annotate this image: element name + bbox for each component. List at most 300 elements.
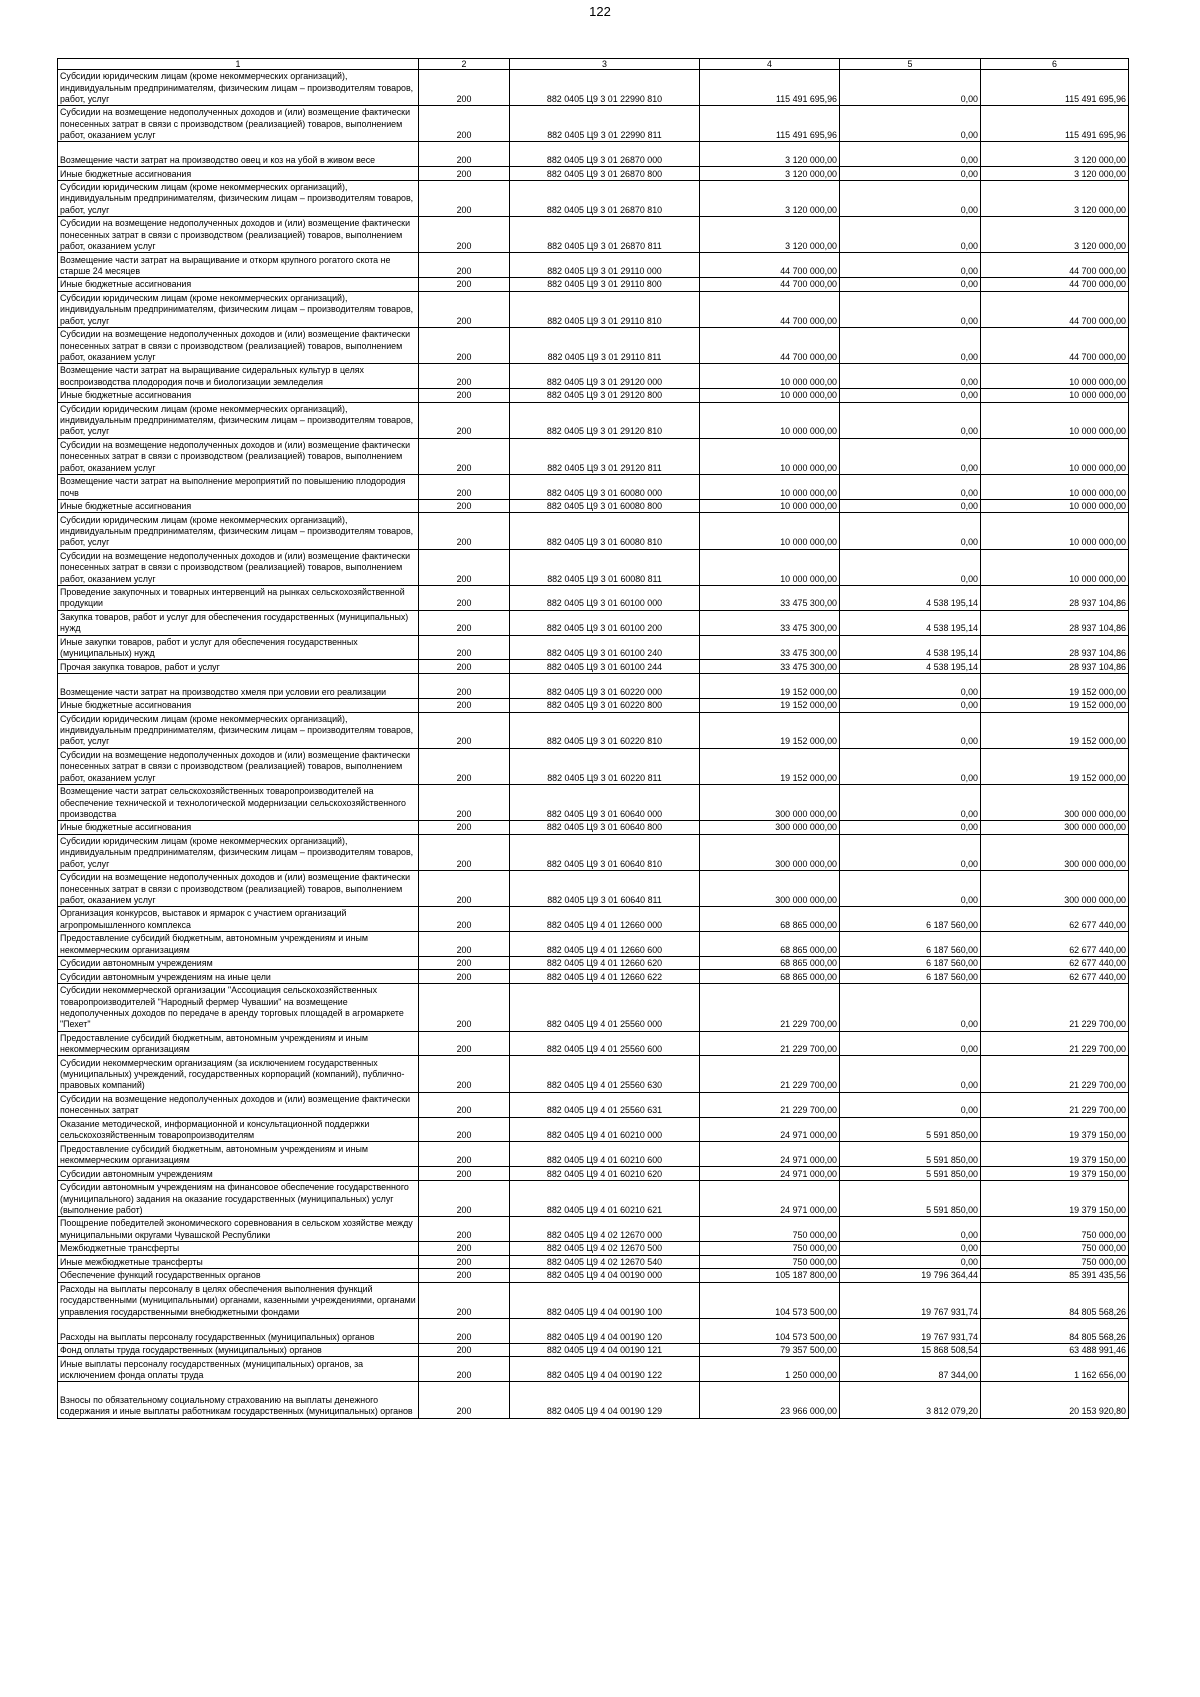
row-code-cell: 200 xyxy=(419,870,510,906)
row-code-cell: 200 xyxy=(419,1117,510,1142)
row-name-cell: Предоставление субсидий бюджетным, автономным учреждениям и иным некоммерческим организациям xyxy=(58,1031,419,1056)
row-code-cell: 200 xyxy=(419,142,510,167)
row-code-cell: 200 xyxy=(419,821,510,835)
row-remaining-amount-cell: 750 000,00 xyxy=(981,1255,1129,1269)
row-kbk-cell: 882 0405 Ц9 4 02 12670 540 xyxy=(510,1255,700,1269)
row-executed-amount-cell: 0,00 xyxy=(840,1031,981,1056)
row-code-cell: 200 xyxy=(419,1092,510,1117)
row-executed-amount-cell: 0,00 xyxy=(840,1255,981,1269)
table-row xyxy=(58,585,1129,610)
row-remaining-amount-cell: 300 000 000,00 xyxy=(981,870,1129,906)
row-code-cell: 200 xyxy=(419,1318,510,1343)
table-row xyxy=(58,931,1129,956)
row-code-cell: 200 xyxy=(419,327,510,363)
row-name-cell: Предоставление субсидий бюджетным, автономным учреждениям и иным некоммерческим организациям xyxy=(58,1142,419,1167)
row-remaining-amount-cell: 21 229 700,00 xyxy=(981,1092,1129,1117)
row-executed-amount-cell: 0,00 xyxy=(840,167,981,181)
row-code-cell: 200 xyxy=(419,1056,510,1092)
row-approved-amount-cell: 19 152 000,00 xyxy=(700,674,840,699)
row-approved-amount-cell: 24 971 000,00 xyxy=(700,1167,840,1181)
row-name-cell: Иные бюджетные ассигнования xyxy=(58,388,419,402)
row-executed-amount-cell: 5 591 850,00 xyxy=(840,1117,981,1142)
table-row xyxy=(58,364,1129,389)
row-name-cell: Прочая закупка товаров, работ и услуг xyxy=(58,660,419,674)
row-remaining-amount-cell: 62 677 440,00 xyxy=(981,970,1129,984)
row-approved-amount-cell: 19 152 000,00 xyxy=(700,698,840,712)
row-name-cell: Поощрение победителей экономического соревнования в сельском хозяйстве между муниципальными округами Чувашской Республики xyxy=(58,1217,419,1242)
row-code-cell: 200 xyxy=(419,70,510,106)
row-kbk-cell: 882 0405 Ц9 4 01 12660 600 xyxy=(510,931,700,956)
row-approved-amount-cell: 79 357 500,00 xyxy=(700,1343,840,1357)
row-remaining-amount-cell: 19 152 000,00 xyxy=(981,698,1129,712)
row-kbk-cell: 882 0405 Ц9 3 01 60220 810 xyxy=(510,712,700,748)
row-remaining-amount-cell: 28 937 104,86 xyxy=(981,610,1129,635)
row-remaining-amount-cell: 62 677 440,00 xyxy=(981,931,1129,956)
row-name-cell: Обеспечение функций государственных органов xyxy=(58,1269,419,1283)
row-approved-amount-cell: 23 966 000,00 xyxy=(700,1382,840,1418)
table-row xyxy=(58,1282,1129,1318)
row-kbk-cell: 882 0405 Ц9 3 01 60100 000 xyxy=(510,585,700,610)
row-kbk-cell: 882 0405 Ц9 3 01 60640 800 xyxy=(510,821,700,835)
row-kbk-cell: 882 0405 Ц9 3 01 29120 000 xyxy=(510,364,700,389)
table-row xyxy=(58,1142,1129,1167)
row-remaining-amount-cell: 63 488 991,46 xyxy=(981,1343,1129,1357)
row-remaining-amount-cell: 84 805 568,26 xyxy=(981,1318,1129,1343)
row-approved-amount-cell: 21 229 700,00 xyxy=(700,1056,840,1092)
table-row xyxy=(58,474,1129,499)
row-kbk-cell: 882 0405 Ц9 3 01 60100 244 xyxy=(510,660,700,674)
table-row xyxy=(58,70,1129,106)
row-kbk-cell: 882 0405 Ц9 4 01 12660 620 xyxy=(510,956,700,970)
table-row xyxy=(58,1382,1129,1418)
row-kbk-cell: 882 0405 Ц9 3 01 60080 000 xyxy=(510,474,700,499)
row-name-cell: Оказание методической, информационной и консультационной поддержки сельскохозяйственным товаропроизводителям xyxy=(58,1117,419,1142)
row-approved-amount-cell: 10 000 000,00 xyxy=(700,438,840,474)
row-executed-amount-cell: 4 538 195,14 xyxy=(840,660,981,674)
row-name-cell: Иные бюджетные ассигнования xyxy=(58,821,419,835)
row-kbk-cell: 882 0405 Ц9 4 04 00190 129 xyxy=(510,1382,700,1418)
column-number-header-row xyxy=(58,59,1129,70)
row-kbk-cell: 882 0405 Ц9 3 01 60100 240 xyxy=(510,635,700,660)
row-kbk-cell: 882 0405 Ц9 4 04 00190 122 xyxy=(510,1357,700,1382)
row-approved-amount-cell: 10 000 000,00 xyxy=(700,549,840,585)
row-approved-amount-cell: 3 120 000,00 xyxy=(700,142,840,167)
row-code-cell: 200 xyxy=(419,984,510,1032)
column-number-3: 3 xyxy=(510,59,700,70)
row-code-cell: 200 xyxy=(419,970,510,984)
row-executed-amount-cell: 4 538 195,14 xyxy=(840,635,981,660)
row-kbk-cell: 882 0405 Ц9 4 01 25560 000 xyxy=(510,984,700,1032)
row-kbk-cell: 882 0405 Ц9 3 01 26870 811 xyxy=(510,217,700,253)
table-row xyxy=(58,142,1129,167)
column-number-2: 2 xyxy=(419,59,510,70)
table-row xyxy=(58,907,1129,932)
row-executed-amount-cell: 0,00 xyxy=(840,870,981,906)
row-name-cell: Субсидии автономным учреждениям на финансовое обеспечение государственного (муниципального) задания на оказание государственных (муниципальных) услуг (выполнение работ) xyxy=(58,1180,419,1216)
row-approved-amount-cell: 3 120 000,00 xyxy=(700,180,840,216)
row-executed-amount-cell: 6 187 560,00 xyxy=(840,970,981,984)
row-remaining-amount-cell: 21 229 700,00 xyxy=(981,984,1129,1032)
row-name-cell: Субсидии на возмещение недополученных доходов и (или) возмещение фактически понесенных затрат в связи с производством (реализацией) товаров, выполнением работ, оказанием услуг xyxy=(58,748,419,784)
table-row xyxy=(58,291,1129,327)
row-approved-amount-cell: 105 187 800,00 xyxy=(700,1269,840,1283)
table-row xyxy=(58,217,1129,253)
row-code-cell: 200 xyxy=(419,1343,510,1357)
row-name-cell: Проведение закупочных и товарных интервенций на рынках сельскохозяйственной продукции xyxy=(58,585,419,610)
row-approved-amount-cell: 68 865 000,00 xyxy=(700,931,840,956)
row-code-cell: 200 xyxy=(419,660,510,674)
row-executed-amount-cell: 5 591 850,00 xyxy=(840,1167,981,1181)
row-name-cell: Иные закупки товаров, работ и услуг для обеспечения государственных (муниципальных) нужд xyxy=(58,635,419,660)
row-kbk-cell: 882 0405 Ц9 4 01 12660 000 xyxy=(510,907,700,932)
row-remaining-amount-cell: 19 152 000,00 xyxy=(981,748,1129,784)
row-name-cell: Возмещение части затрат на выполнение мероприятий по повышению плодородия почв xyxy=(58,474,419,499)
row-code-cell: 200 xyxy=(419,217,510,253)
row-kbk-cell: 882 0405 Ц9 3 01 60640 000 xyxy=(510,784,700,820)
row-name-cell: Организация конкурсов, выставок и ярмарок с участием организаций агропромышленного комплекса xyxy=(58,907,419,932)
table-row xyxy=(58,956,1129,970)
row-remaining-amount-cell: 115 491 695,96 xyxy=(981,106,1129,142)
row-executed-amount-cell: 87 344,00 xyxy=(840,1357,981,1382)
row-name-cell: Иные бюджетные ассигнования xyxy=(58,278,419,292)
table-row xyxy=(58,712,1129,748)
row-approved-amount-cell: 1 250 000,00 xyxy=(700,1357,840,1382)
row-remaining-amount-cell: 3 120 000,00 xyxy=(981,217,1129,253)
row-code-cell: 200 xyxy=(419,1269,510,1283)
row-approved-amount-cell: 33 475 300,00 xyxy=(700,635,840,660)
row-name-cell: Возмещение части затрат на выращивание сидеральных культур в целях воспроизводства плодородия почв и биологизации земледелия xyxy=(58,364,419,389)
table-row xyxy=(58,1357,1129,1382)
row-name-cell: Иные межбюджетные трансферты xyxy=(58,1255,419,1269)
row-name-cell: Субсидии автономным учреждениям xyxy=(58,1167,419,1181)
row-remaining-amount-cell: 19 379 150,00 xyxy=(981,1167,1129,1181)
table-row xyxy=(58,1031,1129,1056)
row-executed-amount-cell: 19 796 364,44 xyxy=(840,1269,981,1283)
row-code-cell: 200 xyxy=(419,931,510,956)
row-executed-amount-cell: 0,00 xyxy=(840,402,981,438)
row-kbk-cell: 882 0405 Ц9 4 04 00190 000 xyxy=(510,1269,700,1283)
row-approved-amount-cell: 68 865 000,00 xyxy=(700,956,840,970)
row-executed-amount-cell: 0,00 xyxy=(840,438,981,474)
row-code-cell: 200 xyxy=(419,674,510,699)
table-row xyxy=(58,1056,1129,1092)
row-name-cell: Субсидии юридическим лицам (кроме некоммерческих организаций), индивидуальным предпринимателям, физическим лицам – производителям товаров, работ, услуг xyxy=(58,70,419,106)
table-row xyxy=(58,1343,1129,1357)
row-name-cell: Субсидии юридическим лицам (кроме некоммерческих организаций), индивидуальным предпринимателям, физическим лицам – производителям товаров, работ, услуг xyxy=(58,291,419,327)
row-kbk-cell: 882 0405 Ц9 4 02 12670 500 xyxy=(510,1241,700,1255)
table-row xyxy=(58,106,1129,142)
row-name-cell: Расходы на выплаты персоналу государственных (муниципальных) органов xyxy=(58,1318,419,1343)
row-approved-amount-cell: 300 000 000,00 xyxy=(700,784,840,820)
row-remaining-amount-cell: 1 162 656,00 xyxy=(981,1357,1129,1382)
row-kbk-cell: 882 0405 Ц9 3 01 26870 800 xyxy=(510,167,700,181)
row-remaining-amount-cell: 10 000 000,00 xyxy=(981,438,1129,474)
row-executed-amount-cell: 0,00 xyxy=(840,474,981,499)
row-kbk-cell: 882 0405 Ц9 3 01 29110 810 xyxy=(510,291,700,327)
table-row xyxy=(58,1241,1129,1255)
row-approved-amount-cell: 10 000 000,00 xyxy=(700,499,840,513)
row-code-cell: 200 xyxy=(419,513,510,549)
row-remaining-amount-cell: 3 120 000,00 xyxy=(981,142,1129,167)
row-name-cell: Субсидии автономным учреждениям xyxy=(58,956,419,970)
row-approved-amount-cell: 300 000 000,00 xyxy=(700,870,840,906)
row-approved-amount-cell: 10 000 000,00 xyxy=(700,402,840,438)
row-kbk-cell: 882 0405 Ц9 3 01 29110 800 xyxy=(510,278,700,292)
row-approved-amount-cell: 750 000,00 xyxy=(700,1255,840,1269)
row-kbk-cell: 882 0405 Ц9 4 01 12660 622 xyxy=(510,970,700,984)
row-name-cell: Иные бюджетные ассигнования xyxy=(58,698,419,712)
row-name-cell: Иные выплаты персоналу государственных (муниципальных) органов, за исключением фонда оплаты труда xyxy=(58,1357,419,1382)
table-row xyxy=(58,327,1129,363)
row-approved-amount-cell: 10 000 000,00 xyxy=(700,364,840,389)
row-name-cell: Возмещение части затрат на производство хмеля при условии его реализации xyxy=(58,674,419,699)
row-approved-amount-cell: 24 971 000,00 xyxy=(700,1180,840,1216)
row-code-cell: 200 xyxy=(419,1217,510,1242)
row-executed-amount-cell: 0,00 xyxy=(840,513,981,549)
row-executed-amount-cell: 0,00 xyxy=(840,142,981,167)
row-name-cell: Взносы по обязательному социальному страхованию на выплаты денежного содержания и иные выплаты работникам государственных (муниципальных) органов xyxy=(58,1382,419,1418)
row-kbk-cell: 882 0405 Ц9 4 01 60210 620 xyxy=(510,1167,700,1181)
row-kbk-cell: 882 0405 Ц9 3 01 60080 810 xyxy=(510,513,700,549)
row-kbk-cell: 882 0405 Ц9 3 01 60640 810 xyxy=(510,834,700,870)
row-executed-amount-cell: 0,00 xyxy=(840,106,981,142)
table-row xyxy=(58,635,1129,660)
row-code-cell: 200 xyxy=(419,635,510,660)
row-name-cell: Межбюджетные трансферты xyxy=(58,1241,419,1255)
row-name-cell: Предоставление субсидий бюджетным, автономным учреждениям и иным некоммерческим организациям xyxy=(58,931,419,956)
table-row xyxy=(58,388,1129,402)
table-row xyxy=(58,1269,1129,1283)
row-name-cell: Субсидии на возмещение недополученных доходов и (или) возмещение фактически понесенных затрат в связи с производством (реализацией) товаров, выполнением работ, оказанием услуг xyxy=(58,438,419,474)
row-remaining-amount-cell: 44 700 000,00 xyxy=(981,253,1129,278)
row-code-cell: 200 xyxy=(419,402,510,438)
row-executed-amount-cell: 0,00 xyxy=(840,217,981,253)
row-approved-amount-cell: 104 573 500,00 xyxy=(700,1318,840,1343)
row-kbk-cell: 882 0405 Ц9 4 01 60210 600 xyxy=(510,1142,700,1167)
row-name-cell: Закупка товаров, работ и услуг для обеспечения государственных (муниципальных) нужд xyxy=(58,610,419,635)
row-remaining-amount-cell: 19 152 000,00 xyxy=(981,712,1129,748)
row-approved-amount-cell: 21 229 700,00 xyxy=(700,1092,840,1117)
row-kbk-cell: 882 0405 Ц9 3 01 60220 800 xyxy=(510,698,700,712)
row-approved-amount-cell: 104 573 500,00 xyxy=(700,1282,840,1318)
row-remaining-amount-cell: 10 000 000,00 xyxy=(981,388,1129,402)
row-approved-amount-cell: 750 000,00 xyxy=(700,1241,840,1255)
row-name-cell: Субсидии некоммерческой организации "Ассоциация сельскохозяйственных товаропроизводителей "Народный фермер Чувашии" на возмещение недополученных доходов по передаче в аренду торговых площадей в агромаркете "Пехет" xyxy=(58,984,419,1032)
row-code-cell: 200 xyxy=(419,438,510,474)
row-code-cell: 200 xyxy=(419,1167,510,1181)
row-remaining-amount-cell: 85 391 435,56 xyxy=(981,1269,1129,1283)
row-name-cell: Субсидии на возмещение недополученных доходов и (или) возмещение фактически понесенных затрат в связи с производством (реализацией) товаров, выполнением работ, оказанием услуг xyxy=(58,327,419,363)
row-executed-amount-cell: 0,00 xyxy=(840,278,981,292)
table-row xyxy=(58,167,1129,181)
row-executed-amount-cell: 0,00 xyxy=(840,1092,981,1117)
row-executed-amount-cell: 4 538 195,14 xyxy=(840,585,981,610)
row-code-cell: 200 xyxy=(419,956,510,970)
row-code-cell: 200 xyxy=(419,1180,510,1216)
row-approved-amount-cell: 24 971 000,00 xyxy=(700,1142,840,1167)
row-remaining-amount-cell: 300 000 000,00 xyxy=(981,821,1129,835)
row-approved-amount-cell: 44 700 000,00 xyxy=(700,291,840,327)
row-kbk-cell: 882 0405 Ц9 4 01 25560 631 xyxy=(510,1092,700,1117)
row-kbk-cell: 882 0405 Ц9 3 01 22990 810 xyxy=(510,70,700,106)
row-remaining-amount-cell: 44 700 000,00 xyxy=(981,291,1129,327)
row-name-cell: Возмещение части затрат сельскохозяйственных товаропроизводителей на обеспечение технической и технологической модернизации сельскохозяйственного производства xyxy=(58,784,419,820)
row-remaining-amount-cell: 10 000 000,00 xyxy=(981,402,1129,438)
table-row xyxy=(58,698,1129,712)
row-name-cell: Субсидии на возмещение недополученных доходов и (или) возмещение фактически понесенных затрат в связи с производством (реализацией) товаров, выполнением работ, оказанием услуг xyxy=(58,870,419,906)
row-approved-amount-cell: 750 000,00 xyxy=(700,1217,840,1242)
row-remaining-amount-cell: 44 700 000,00 xyxy=(981,327,1129,363)
row-approved-amount-cell: 33 475 300,00 xyxy=(700,660,840,674)
table-row xyxy=(58,1318,1129,1343)
row-executed-amount-cell: 0,00 xyxy=(840,748,981,784)
row-remaining-amount-cell: 3 120 000,00 xyxy=(981,180,1129,216)
row-kbk-cell: 882 0405 Ц9 3 01 29120 811 xyxy=(510,438,700,474)
table-row xyxy=(58,499,1129,513)
row-code-cell: 200 xyxy=(419,585,510,610)
row-code-cell: 200 xyxy=(419,834,510,870)
row-code-cell: 200 xyxy=(419,784,510,820)
row-executed-amount-cell: 0,00 xyxy=(840,327,981,363)
row-executed-amount-cell: 6 187 560,00 xyxy=(840,931,981,956)
row-executed-amount-cell: 15 868 508,54 xyxy=(840,1343,981,1357)
row-name-cell: Субсидии юридическим лицам (кроме некоммерческих организаций), индивидуальным предпринимателям, физическим лицам – производителям товаров, работ, услуг xyxy=(58,834,419,870)
row-kbk-cell: 882 0405 Ц9 4 04 00190 120 xyxy=(510,1318,700,1343)
row-remaining-amount-cell: 19 379 150,00 xyxy=(981,1180,1129,1216)
row-remaining-amount-cell: 21 229 700,00 xyxy=(981,1056,1129,1092)
row-approved-amount-cell: 10 000 000,00 xyxy=(700,388,840,402)
row-remaining-amount-cell: 10 000 000,00 xyxy=(981,364,1129,389)
row-kbk-cell: 882 0405 Ц9 3 01 60640 811 xyxy=(510,870,700,906)
row-remaining-amount-cell: 62 677 440,00 xyxy=(981,907,1129,932)
row-code-cell: 200 xyxy=(419,388,510,402)
row-executed-amount-cell: 19 767 931,74 xyxy=(840,1282,981,1318)
row-executed-amount-cell: 0,00 xyxy=(840,1241,981,1255)
row-code-cell: 200 xyxy=(419,253,510,278)
row-executed-amount-cell: 0,00 xyxy=(840,364,981,389)
row-code-cell: 200 xyxy=(419,1357,510,1382)
row-remaining-amount-cell: 750 000,00 xyxy=(981,1241,1129,1255)
row-kbk-cell: 882 0405 Ц9 3 01 29110 811 xyxy=(510,327,700,363)
row-kbk-cell: 882 0405 Ц9 3 01 29120 800 xyxy=(510,388,700,402)
row-executed-amount-cell: 0,00 xyxy=(840,253,981,278)
row-executed-amount-cell: 0,00 xyxy=(840,984,981,1032)
row-code-cell: 200 xyxy=(419,698,510,712)
row-kbk-cell: 882 0405 Ц9 3 01 26870 810 xyxy=(510,180,700,216)
row-executed-amount-cell: 6 187 560,00 xyxy=(840,956,981,970)
table-row xyxy=(58,1217,1129,1242)
row-executed-amount-cell: 0,00 xyxy=(840,834,981,870)
table-row xyxy=(58,748,1129,784)
row-remaining-amount-cell: 20 153 920,80 xyxy=(981,1382,1129,1418)
table-row xyxy=(58,834,1129,870)
row-name-cell: Субсидии на возмещение недополученных доходов и (или) возмещение фактически понесенных затрат в связи с производством (реализацией) товаров, выполнением работ, оказанием услуг xyxy=(58,549,419,585)
row-code-cell: 200 xyxy=(419,474,510,499)
row-kbk-cell: 882 0405 Ц9 3 01 60220 000 xyxy=(510,674,700,699)
row-executed-amount-cell: 0,00 xyxy=(840,698,981,712)
row-name-cell: Субсидии на возмещение недополученных доходов и (или) возмещение фактически понесенных затрат xyxy=(58,1092,419,1117)
row-remaining-amount-cell: 44 700 000,00 xyxy=(981,278,1129,292)
row-kbk-cell: 882 0405 Ц9 4 01 60210 000 xyxy=(510,1117,700,1142)
row-executed-amount-cell: 0,00 xyxy=(840,712,981,748)
row-remaining-amount-cell: 115 491 695,96 xyxy=(981,70,1129,106)
row-kbk-cell: 882 0405 Ц9 3 01 26870 000 xyxy=(510,142,700,167)
row-kbk-cell: 882 0405 Ц9 4 01 25560 600 xyxy=(510,1031,700,1056)
row-executed-amount-cell: 5 591 850,00 xyxy=(840,1180,981,1216)
row-remaining-amount-cell: 10 000 000,00 xyxy=(981,474,1129,499)
row-executed-amount-cell: 0,00 xyxy=(840,1217,981,1242)
row-code-cell: 200 xyxy=(419,549,510,585)
row-name-cell: Возмещение части затрат на выращивание и откорм крупного рогатого скота не старше 24 месяцев xyxy=(58,253,419,278)
row-executed-amount-cell: 19 767 931,74 xyxy=(840,1318,981,1343)
table-row xyxy=(58,549,1129,585)
row-code-cell: 200 xyxy=(419,278,510,292)
row-code-cell: 200 xyxy=(419,499,510,513)
row-kbk-cell: 882 0405 Ц9 4 04 00190 100 xyxy=(510,1282,700,1318)
row-executed-amount-cell: 0,00 xyxy=(840,388,981,402)
table-row xyxy=(58,438,1129,474)
row-name-cell: Субсидии некоммерческим организациям (за исключением государственных (муниципальных) учреждений, государственных корпораций (компаний), публично-правовых компаний) xyxy=(58,1056,419,1092)
row-approved-amount-cell: 3 120 000,00 xyxy=(700,167,840,181)
row-approved-amount-cell: 44 700 000,00 xyxy=(700,253,840,278)
row-code-cell: 200 xyxy=(419,907,510,932)
column-number-5: 5 xyxy=(840,59,981,70)
table-row xyxy=(58,984,1129,1032)
table-row xyxy=(58,513,1129,549)
row-code-cell: 200 xyxy=(419,748,510,784)
row-executed-amount-cell: 3 812 079,20 xyxy=(840,1382,981,1418)
row-approved-amount-cell: 21 229 700,00 xyxy=(700,984,840,1032)
table-row xyxy=(58,1167,1129,1181)
row-remaining-amount-cell: 3 120 000,00 xyxy=(981,167,1129,181)
row-remaining-amount-cell: 84 805 568,26 xyxy=(981,1282,1129,1318)
table-row xyxy=(58,660,1129,674)
table-row xyxy=(58,402,1129,438)
row-approved-amount-cell: 115 491 695,96 xyxy=(700,70,840,106)
row-code-cell: 200 xyxy=(419,1241,510,1255)
row-name-cell: Фонд оплаты труда государственных (муниципальных) органов xyxy=(58,1343,419,1357)
row-kbk-cell: 882 0405 Ц9 3 01 22990 811 xyxy=(510,106,700,142)
row-approved-amount-cell: 10 000 000,00 xyxy=(700,513,840,549)
row-approved-amount-cell: 10 000 000,00 xyxy=(700,474,840,499)
row-kbk-cell: 882 0405 Ц9 4 02 12670 000 xyxy=(510,1217,700,1242)
row-executed-amount-cell: 5 591 850,00 xyxy=(840,1142,981,1167)
row-name-cell: Расходы на выплаты персоналу в целях обеспечения выполнения функций государственными (муниципальными) органами, казенными учреждениями, органами управления государственными внебюджетными фондами xyxy=(58,1282,419,1318)
column-number-4: 4 xyxy=(700,59,840,70)
row-approved-amount-cell: 300 000 000,00 xyxy=(700,834,840,870)
row-remaining-amount-cell: 62 677 440,00 xyxy=(981,956,1129,970)
row-name-cell: Возмещение части затрат на производство овец и коз на убой в живом весе xyxy=(58,142,419,167)
row-name-cell: Субсидии на возмещение недополученных доходов и (или) возмещение фактически понесенных затрат в связи с производством (реализацией) товаров, выполнением работ, оказанием услуг xyxy=(58,217,419,253)
row-name-cell: Субсидии юридическим лицам (кроме некоммерческих организаций), индивидуальным предпринимателям, физическим лицам – производителям товаров, работ, услуг xyxy=(58,402,419,438)
row-executed-amount-cell: 0,00 xyxy=(840,1056,981,1092)
row-approved-amount-cell: 44 700 000,00 xyxy=(700,327,840,363)
row-name-cell: Субсидии юридическим лицам (кроме некоммерческих организаций), индивидуальным предпринимателям, физическим лицам – производителям товаров, работ, услуг xyxy=(58,180,419,216)
row-approved-amount-cell: 3 120 000,00 xyxy=(700,217,840,253)
table-row xyxy=(58,1255,1129,1269)
table-row xyxy=(58,1180,1129,1216)
table-row xyxy=(58,674,1129,699)
row-remaining-amount-cell: 28 937 104,86 xyxy=(981,635,1129,660)
budget-execution-table xyxy=(57,58,1129,1419)
row-approved-amount-cell: 68 865 000,00 xyxy=(700,970,840,984)
table-row xyxy=(58,821,1129,835)
row-name-cell: Субсидии на возмещение недополученных доходов и (или) возмещение фактически понесенных затрат в связи с производством (реализацией) товаров, выполнением работ, оказанием услуг xyxy=(58,106,419,142)
row-approved-amount-cell: 33 475 300,00 xyxy=(700,610,840,635)
row-remaining-amount-cell: 19 379 150,00 xyxy=(981,1142,1129,1167)
row-remaining-amount-cell: 28 937 104,86 xyxy=(981,585,1129,610)
row-kbk-cell: 882 0405 Ц9 3 01 29110 000 xyxy=(510,253,700,278)
